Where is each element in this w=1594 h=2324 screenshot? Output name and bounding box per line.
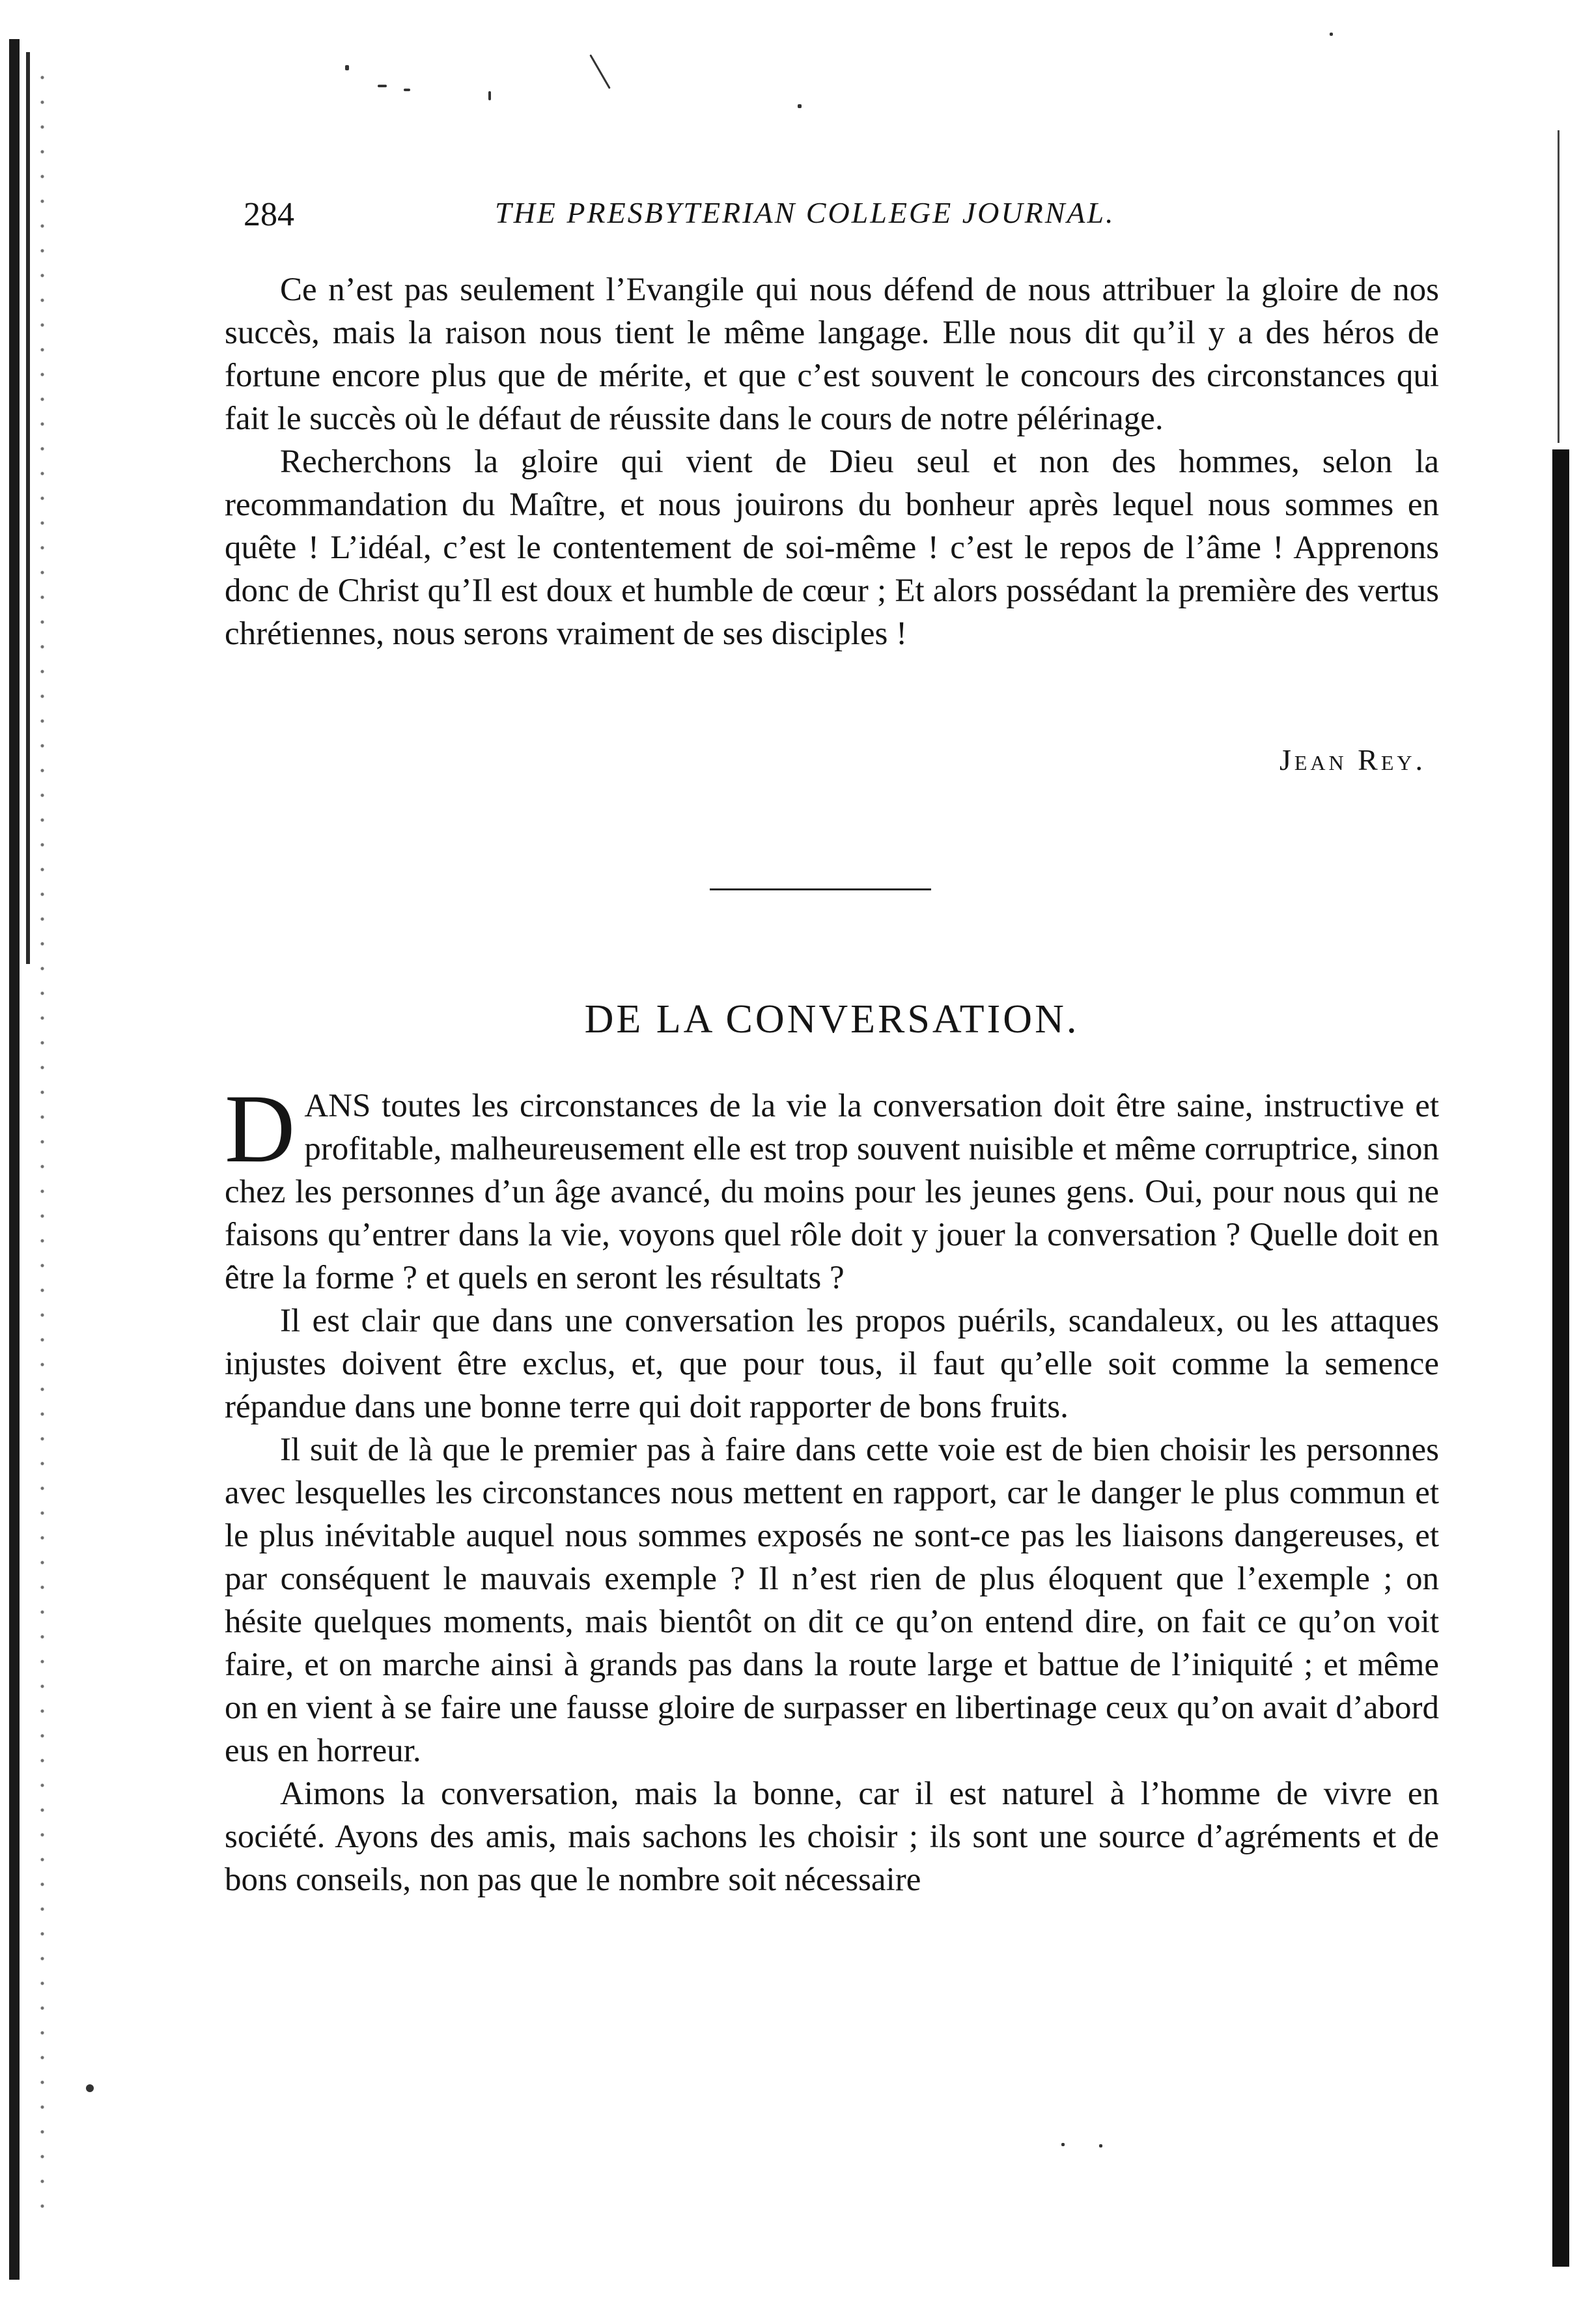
scan-speck [1330, 33, 1333, 36]
paragraph: Il suit de là que le premier pas à faire dans cette voie est de bien choisir les personnes avec lesquelles les circonstances nous mettent en rapport, car le danger le plus commun et le plus inévitable auquel nous sommes exposés ne sont-ce pas les liaisons dangereuses, et par conséquent le mauvais exemple ? Il n’est rien de plus éloquent que l’exemple ; on hésite quelques moments, mais bientôt on dit ce qu’on entend dire, on fait ce qu’on voit faire, et on marche ainsi à grands pas dans la route large et battue de l’iniquité ; et même on en vient à se faire une fausse gloire de surpasser en libertinage ceux qu’on avait d’abord eus en horreur. [225, 1432, 1439, 1769]
article-two-body [225, 1075, 1439, 1901]
scan-speck [589, 54, 611, 89]
opening-paragraph-text: ANS toutes les circonstances de la vie la conversation doit être saine, instructive et profitable, malheureusement elle est trop souvent nuisible et même corruptrice, sinon chez les personnes d’un âge avancé, du moins pour les jeunes gens. Oui, pour nous qui ne faisons qu’entrer dans la vie, voyons quel rôle doit y jouer la conversation ? Quelle doit en être la forme ? et quels en seront les résultats ? [225, 1088, 1439, 1296]
scan-speck [86, 2084, 94, 2092]
scan-edge-right-thin [1558, 130, 1559, 443]
journal-title: THE PRESBYTERIAN COLLEGE JOURNAL. [495, 196, 1115, 229]
drop-cap: D [225, 1075, 296, 1183]
opening-paragraph [225, 1075, 1439, 1299]
paragraph: Il est clair que dans une conversation les propos puérils, scandaleux, ou les attaques injustes doivent être exclus, et, que pour tous, il faut qu’elle soit comme la semence répandue dans une bonne terre qui doit rapporter de bons fruits. [225, 1303, 1439, 1425]
scan-speck [345, 65, 349, 70]
section-divider [710, 888, 931, 890]
running-head [221, 195, 1524, 248]
scan-speck [404, 89, 410, 91]
paragraph: Aimons la conversation, mais la bonne, car il est naturel à l’homme de vivre en société. Ayons des amis, mais sachons les choisir ; ils sont une source d’agréments et de bons conseils, non pas que le nombre soit nécessaire [225, 1776, 1439, 1898]
scan-speck [1099, 2144, 1102, 2147]
page-number: 284 [244, 196, 294, 233]
scan-noise-left [40, 65, 44, 2215]
scan-edge-left [9, 39, 20, 2280]
scan-speck [488, 91, 491, 100]
paragraph: Recherchons la gloire qui vient de Dieu seul et non des hommes, selon la recommandation du Maître, et nous jouirons du bonheur après lequel nous sommes en quête ! L’idéal, c’est le contentement de soi-même ! c’est le repos de l’âme ! Apprenons donc de Christ qu’Il est doux et humble de cœur ; Et alors possédant la première des vertus chrétiennes, nous serons vraiment de ses disciples ! [225, 444, 1439, 652]
article-one-body [225, 268, 1439, 655]
author-signature: Jean Rey. [1279, 743, 1426, 776]
scan-speck [1061, 2143, 1065, 2146]
scan-edge-left-inner [26, 52, 30, 964]
scan-edge-right [1552, 449, 1569, 2267]
paragraph: Ce n’est pas seulement l’Evangile qui nous défend de nous attribuer la gloire de nos succès, mais la raison nous tient le même langage. Elle nous dit qu’il y a des héros de fortune encore plus que de mérite, et que c’est souvent le concours des circonstances qui fait le succès où le défaut de réussite dans le cours de notre pélérinage. [225, 272, 1439, 437]
scan-speck [798, 104, 802, 108]
article-title: DE LA CONVERSATION. [584, 997, 1080, 1042]
scan-speck [378, 85, 387, 87]
